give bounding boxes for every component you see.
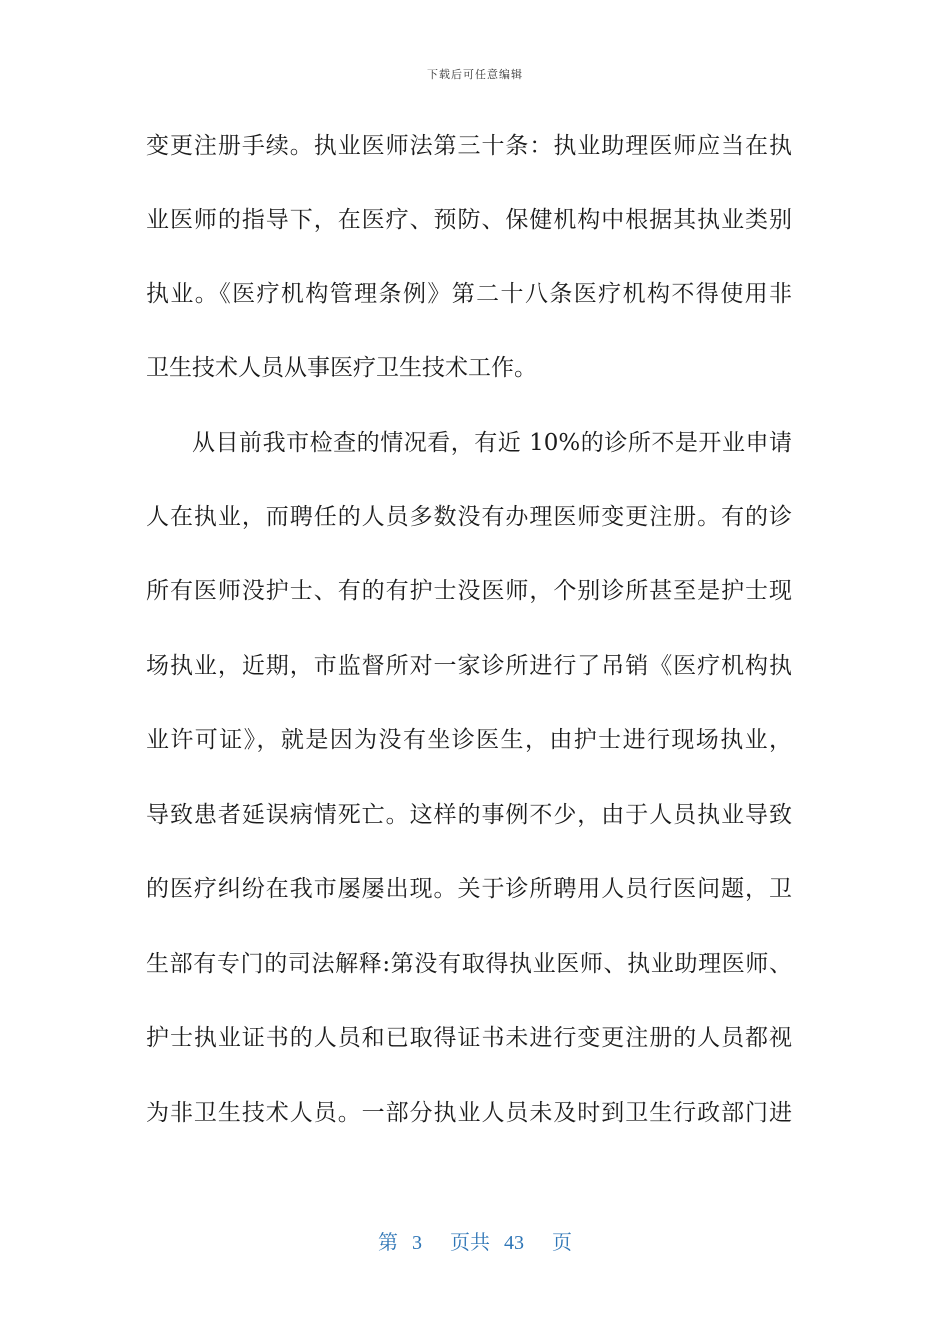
text-line: 业医师的指导下，在医疗、预防、保健机构中根据其执业类别 (146, 207, 792, 233)
footer-prefix: 第 (378, 1232, 398, 1254)
footer-suffix: 页 (552, 1232, 572, 1254)
footer-middle: 页共 (450, 1232, 490, 1254)
page-footer (0, 1226, 950, 1255)
text-line: 导致患者延误病情死亡。这样的事例不少，由于人员执业导致 (146, 802, 792, 828)
text-line: 从目前我市检查的情况看，有近 10%的诊所不是开业申请 (192, 430, 792, 456)
total-pages-number: 43 (504, 1232, 524, 1254)
header-note: 下载后可任意编辑 (427, 68, 523, 81)
text-line: 护士执业证书的人员和已取得证书未进行变更注册的人员都视 (146, 1025, 792, 1051)
text-line: 卫生技术人员从事医疗卫生技术工作。 (146, 355, 537, 381)
text-line: 所有医师没护士、有的有护士没医师，个别诊所甚至是护士现 (146, 578, 792, 604)
text-line: 生部有专门的司法解释:第没有取得执业医师、执业助理医师、 (146, 951, 792, 977)
current-page-number: 3 (412, 1232, 422, 1254)
text-line: 为非卫生技术人员。一部分执业人员未及时到卫生行政部门进 (146, 1100, 792, 1126)
text-line: 执业。《医疗机构管理条例》第二十八条医疗机构不得使用非 (146, 281, 792, 307)
text-line: 变更注册手续。执业医师法第三十条：执业助理医师应当在执 (146, 133, 792, 159)
text-line: 场执业，近期，市监督所对一家诊所进行了吊销《医疗机构执 (146, 653, 792, 679)
text-line: 的医疗纠纷在我市屡屡出现。关于诊所聘用人员行医问题，卫 (146, 876, 792, 902)
text-line: 人在执业，而聘任的人员多数没有办理医师变更注册。有的诊 (146, 504, 792, 530)
text-line: 业许可证》，就是因为没有坐诊医生，由护士进行现场执业， (146, 727, 792, 753)
